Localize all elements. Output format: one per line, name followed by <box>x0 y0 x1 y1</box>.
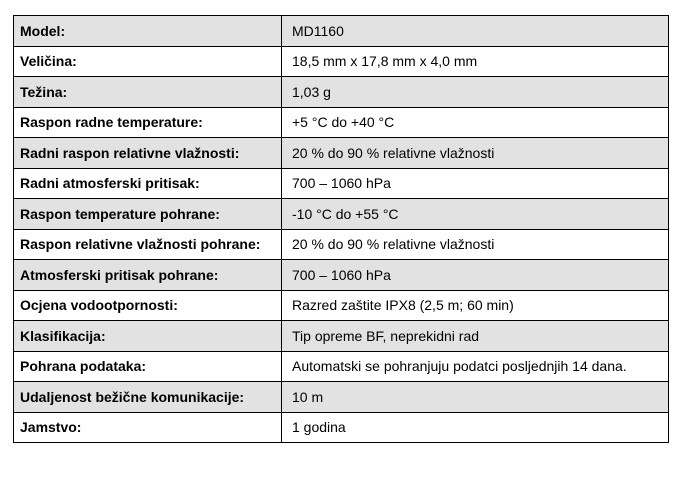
spec-label: Raspon temperature pohrane: <box>14 199 282 230</box>
table-row <box>14 199 669 230</box>
table-row <box>14 351 669 382</box>
spec-value: Automatski se pohranjuju podatci posljednjih 14 dana. <box>282 351 669 382</box>
spec-value: -10 °C do +55 °C <box>282 199 669 230</box>
spec-label: Raspon radne temperature: <box>14 107 282 138</box>
spec-label: Klasifikacija: <box>14 321 282 352</box>
spec-value: 18,5 mm x 17,8 mm x 4,0 mm <box>282 46 669 77</box>
spec-value: 1,03 g <box>282 77 669 108</box>
table-row <box>14 168 669 199</box>
spec-value: Tip opreme BF, neprekidni rad <box>282 321 669 352</box>
spec-value: +5 °C do +40 °C <box>282 107 669 138</box>
table-row <box>14 290 669 321</box>
spec-label: Radni raspon relativne vlažnosti: <box>14 138 282 169</box>
spec-value: 700 – 1060 hPa <box>282 260 669 291</box>
spec-label: Veličina: <box>14 46 282 77</box>
spec-value: 700 – 1060 hPa <box>282 168 669 199</box>
spec-label: Ocjena vodootpornosti: <box>14 290 282 321</box>
spec-label: Pohrana podataka: <box>14 351 282 382</box>
table-row <box>14 321 669 352</box>
table-row <box>14 77 669 108</box>
table-row <box>14 229 669 260</box>
table-row <box>14 107 669 138</box>
spec-label: Udaljenost bežične komunikacije: <box>14 382 282 413</box>
spec-label: Raspon relativne vlažnosti pohrane: <box>14 229 282 260</box>
spec-value: Razred zaštite IPX8 (2,5 m; 60 min) <box>282 290 669 321</box>
spec-label: Jamstvo: <box>14 412 282 443</box>
spec-label: Atmosferski pritisak pohrane: <box>14 260 282 291</box>
spec-value: MD1160 <box>282 16 669 47</box>
spec-label: Težina: <box>14 77 282 108</box>
table-row <box>14 382 669 413</box>
specifications-table <box>13 15 669 443</box>
spec-value: 20 % do 90 % relativne vlažnosti <box>282 229 669 260</box>
spec-value: 10 m <box>282 382 669 413</box>
spec-value: 1 godina <box>282 412 669 443</box>
table-row <box>14 46 669 77</box>
table-row <box>14 412 669 443</box>
table-row <box>14 260 669 291</box>
spec-label: Radni atmosferski pritisak: <box>14 168 282 199</box>
spec-value: 20 % do 90 % relativne vlažnosti <box>282 138 669 169</box>
table-row <box>14 138 669 169</box>
spec-label: Model: <box>14 16 282 47</box>
table-row <box>14 16 669 47</box>
